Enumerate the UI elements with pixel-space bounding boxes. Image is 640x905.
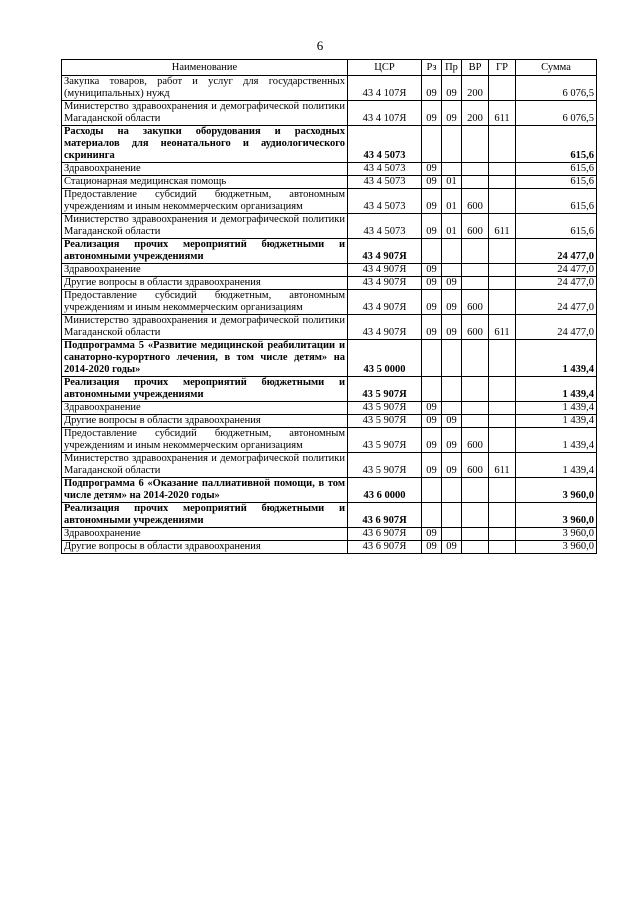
cell-rz: 09	[422, 76, 442, 101]
cell-csr: 43 4 907Я	[348, 264, 422, 277]
cell-gr	[489, 126, 516, 163]
header-pr: Пр	[442, 60, 462, 76]
cell-sum: 615,6	[516, 189, 597, 214]
cell-name: Подпрограмма 5 «Развитие медицинской реабилитации и санаторно-курортного лечения, в том числе детям» на 2014-2020 годы»	[62, 340, 348, 377]
cell-name: Предоставление субсидий бюджетным, автономным учреждениям и иным некоммерческим организациям	[62, 189, 348, 214]
cell-name: Закупка товаров, работ и услуг для государственных (муниципальных) нужд	[62, 76, 348, 101]
cell-name: Стационарная медицинская помощь	[62, 176, 348, 189]
cell-rz: 09	[422, 264, 442, 277]
cell-csr: 43 6 907Я	[348, 528, 422, 541]
header-gr: ГР	[489, 60, 516, 76]
table-row	[62, 340, 597, 377]
table-row	[62, 402, 597, 415]
table-row	[62, 214, 597, 239]
header-sum: Сумма	[516, 60, 597, 76]
cell-name: Расходы на закупки оборудования и расходных материалов для неонатального и аудиологического скрининга	[62, 126, 348, 163]
cell-rz: 09	[422, 277, 442, 290]
table-row	[62, 126, 597, 163]
cell-vr: 600	[462, 453, 489, 478]
cell-gr	[489, 402, 516, 415]
cell-csr: 43 6 0000	[348, 478, 422, 503]
table-row	[62, 541, 597, 554]
cell-gr: 611	[489, 453, 516, 478]
table-row	[62, 290, 597, 315]
cell-gr	[489, 264, 516, 277]
cell-pr: 01	[442, 176, 462, 189]
cell-sum: 1 439,4	[516, 415, 597, 428]
cell-csr: 43 4 5073	[348, 163, 422, 176]
cell-gr	[489, 340, 516, 377]
cell-rz: 09	[422, 453, 442, 478]
cell-sum: 24 477,0	[516, 239, 597, 264]
cell-sum: 615,6	[516, 214, 597, 239]
cell-name: Здравоохранение	[62, 264, 348, 277]
cell-sum: 6 076,5	[516, 76, 597, 101]
cell-sum: 24 477,0	[516, 290, 597, 315]
budget-table	[61, 59, 597, 554]
cell-vr: 600	[462, 189, 489, 214]
cell-gr	[489, 189, 516, 214]
table-row	[62, 415, 597, 428]
cell-name: Реализация прочих мероприятий бюджетными и автономными учреждениями	[62, 239, 348, 264]
cell-gr	[489, 428, 516, 453]
cell-pr: 09	[442, 428, 462, 453]
cell-pr	[442, 264, 462, 277]
table-row	[62, 478, 597, 503]
cell-pr: 09	[442, 541, 462, 554]
cell-gr: 611	[489, 101, 516, 126]
cell-sum: 24 477,0	[516, 315, 597, 340]
cell-csr: 43 6 907Я	[348, 503, 422, 528]
cell-csr: 43 4 907Я	[348, 277, 422, 290]
cell-pr: 01	[442, 189, 462, 214]
cell-pr: 09	[442, 315, 462, 340]
cell-csr: 43 4 5073	[348, 214, 422, 239]
header-rz: Рз	[422, 60, 442, 76]
cell-csr: 43 4 107Я	[348, 76, 422, 101]
cell-gr	[489, 528, 516, 541]
cell-sum: 3 960,0	[516, 541, 597, 554]
cell-pr: 09	[442, 290, 462, 315]
cell-rz: 09	[422, 315, 442, 340]
cell-vr: 200	[462, 101, 489, 126]
cell-gr	[489, 239, 516, 264]
cell-gr	[489, 478, 516, 503]
table-row	[62, 189, 597, 214]
cell-gr: 611	[489, 214, 516, 239]
table-row	[62, 101, 597, 126]
cell-pr	[442, 126, 462, 163]
cell-vr	[462, 528, 489, 541]
cell-pr	[442, 503, 462, 528]
cell-gr	[489, 277, 516, 290]
header-vr: ВР	[462, 60, 489, 76]
cell-rz: 09	[422, 528, 442, 541]
cell-name: Предоставление субсидий бюджетным, автономным учреждениям и иным некоммерческим организациям	[62, 290, 348, 315]
cell-csr: 43 4 907Я	[348, 315, 422, 340]
cell-vr: 600	[462, 315, 489, 340]
cell-sum: 1 439,4	[516, 377, 597, 402]
cell-vr	[462, 163, 489, 176]
table-row	[62, 377, 597, 402]
cell-rz	[422, 377, 442, 402]
cell-pr: 09	[442, 453, 462, 478]
cell-csr: 43 5 907Я	[348, 415, 422, 428]
cell-pr: 09	[442, 101, 462, 126]
cell-sum: 1 439,4	[516, 428, 597, 453]
header-name: Наименование	[62, 60, 348, 76]
table-row	[62, 163, 597, 176]
cell-sum: 1 439,4	[516, 453, 597, 478]
cell-sum: 615,6	[516, 126, 597, 163]
cell-vr	[462, 340, 489, 377]
cell-pr	[442, 163, 462, 176]
cell-csr: 43 5 907Я	[348, 428, 422, 453]
cell-vr	[462, 277, 489, 290]
cell-gr	[489, 176, 516, 189]
table-header-row	[62, 60, 597, 76]
table-row	[62, 176, 597, 189]
cell-rz: 09	[422, 163, 442, 176]
cell-pr: 09	[442, 76, 462, 101]
cell-vr	[462, 541, 489, 554]
cell-sum: 615,6	[516, 163, 597, 176]
cell-name: Министерство здравоохранения и демографической политики Магаданской области	[62, 214, 348, 239]
table-row	[62, 315, 597, 340]
table-row	[62, 239, 597, 264]
cell-gr	[489, 163, 516, 176]
cell-vr: 200	[462, 76, 489, 101]
cell-pr	[442, 377, 462, 402]
cell-rz: 09	[422, 290, 442, 315]
cell-gr	[489, 290, 516, 315]
cell-pr	[442, 528, 462, 541]
cell-rz	[422, 478, 442, 503]
cell-name: Другие вопросы в области здравоохранения	[62, 415, 348, 428]
cell-csr: 43 4 907Я	[348, 290, 422, 315]
cell-rz	[422, 340, 442, 377]
cell-csr: 43 5 907Я	[348, 402, 422, 415]
cell-rz: 09	[422, 402, 442, 415]
cell-vr	[462, 415, 489, 428]
cell-rz	[422, 126, 442, 163]
cell-vr	[462, 402, 489, 415]
cell-name: Здравоохранение	[62, 163, 348, 176]
cell-sum: 615,6	[516, 176, 597, 189]
cell-sum: 3 960,0	[516, 478, 597, 503]
cell-gr: 611	[489, 315, 516, 340]
cell-vr	[462, 478, 489, 503]
cell-gr	[489, 76, 516, 101]
cell-gr	[489, 541, 516, 554]
cell-pr	[442, 402, 462, 415]
cell-name: Министерство здравоохранения и демографической политики Магаданской области	[62, 315, 348, 340]
cell-vr: 600	[462, 214, 489, 239]
cell-name: Реализация прочих мероприятий бюджетными и автономными учреждениями	[62, 503, 348, 528]
cell-vr	[462, 264, 489, 277]
table-row	[62, 428, 597, 453]
cell-rz: 09	[422, 176, 442, 189]
cell-csr: 43 4 5073	[348, 176, 422, 189]
cell-pr	[442, 478, 462, 503]
cell-gr	[489, 415, 516, 428]
cell-vr: 600	[462, 428, 489, 453]
cell-sum: 24 477,0	[516, 277, 597, 290]
cell-pr: 09	[442, 415, 462, 428]
cell-name: Другие вопросы в области здравоохранения	[62, 277, 348, 290]
cell-sum: 1 439,4	[516, 402, 597, 415]
cell-csr: 43 5 907Я	[348, 377, 422, 402]
cell-name: Министерство здравоохранения и демографической политики Магаданской области	[62, 101, 348, 126]
cell-vr: 600	[462, 290, 489, 315]
cell-rz: 09	[422, 428, 442, 453]
header-csr: ЦСР	[348, 60, 422, 76]
cell-csr: 43 4 5073	[348, 126, 422, 163]
cell-name: Реализация прочих мероприятий бюджетными и автономными учреждениями	[62, 377, 348, 402]
table-row	[62, 76, 597, 101]
cell-vr	[462, 239, 489, 264]
cell-csr: 43 6 907Я	[348, 541, 422, 554]
cell-csr: 43 5 907Я	[348, 453, 422, 478]
cell-sum: 6 076,5	[516, 101, 597, 126]
cell-rz	[422, 239, 442, 264]
cell-rz: 09	[422, 101, 442, 126]
cell-name: Здравоохранение	[62, 402, 348, 415]
cell-gr	[489, 503, 516, 528]
cell-sum: 24 477,0	[516, 264, 597, 277]
cell-rz: 09	[422, 541, 442, 554]
cell-gr	[489, 377, 516, 402]
table-row	[62, 528, 597, 541]
cell-pr	[442, 239, 462, 264]
cell-csr: 43 4 107Я	[348, 101, 422, 126]
cell-pr: 09	[442, 277, 462, 290]
page-number: 6	[316, 38, 324, 53]
cell-name: Здравоохранение	[62, 528, 348, 541]
cell-sum: 3 960,0	[516, 528, 597, 541]
table-row	[62, 453, 597, 478]
cell-sum: 1 439,4	[516, 340, 597, 377]
cell-name: Министерство здравоохранения и демографической политики Магаданской области	[62, 453, 348, 478]
table-row	[62, 264, 597, 277]
cell-vr	[462, 126, 489, 163]
cell-csr: 43 4 5073	[348, 189, 422, 214]
cell-name: Предоставление субсидий бюджетным, автономным учреждениям и иным некоммерческим организациям	[62, 428, 348, 453]
cell-sum: 3 960,0	[516, 503, 597, 528]
cell-vr	[462, 377, 489, 402]
cell-rz: 09	[422, 415, 442, 428]
cell-csr: 43 5 0000	[348, 340, 422, 377]
cell-vr	[462, 176, 489, 189]
cell-rz: 09	[422, 214, 442, 239]
table-row	[62, 503, 597, 528]
cell-name: Подпрограмма 6 «Оказание паллиативной помощи, в том числе детям» на 2014-2020 годы»	[62, 478, 348, 503]
cell-pr: 01	[442, 214, 462, 239]
cell-csr: 43 4 907Я	[348, 239, 422, 264]
cell-pr	[442, 340, 462, 377]
cell-name: Другие вопросы в области здравоохранения	[62, 541, 348, 554]
table-row	[62, 277, 597, 290]
cell-rz	[422, 503, 442, 528]
cell-rz: 09	[422, 189, 442, 214]
cell-vr	[462, 503, 489, 528]
